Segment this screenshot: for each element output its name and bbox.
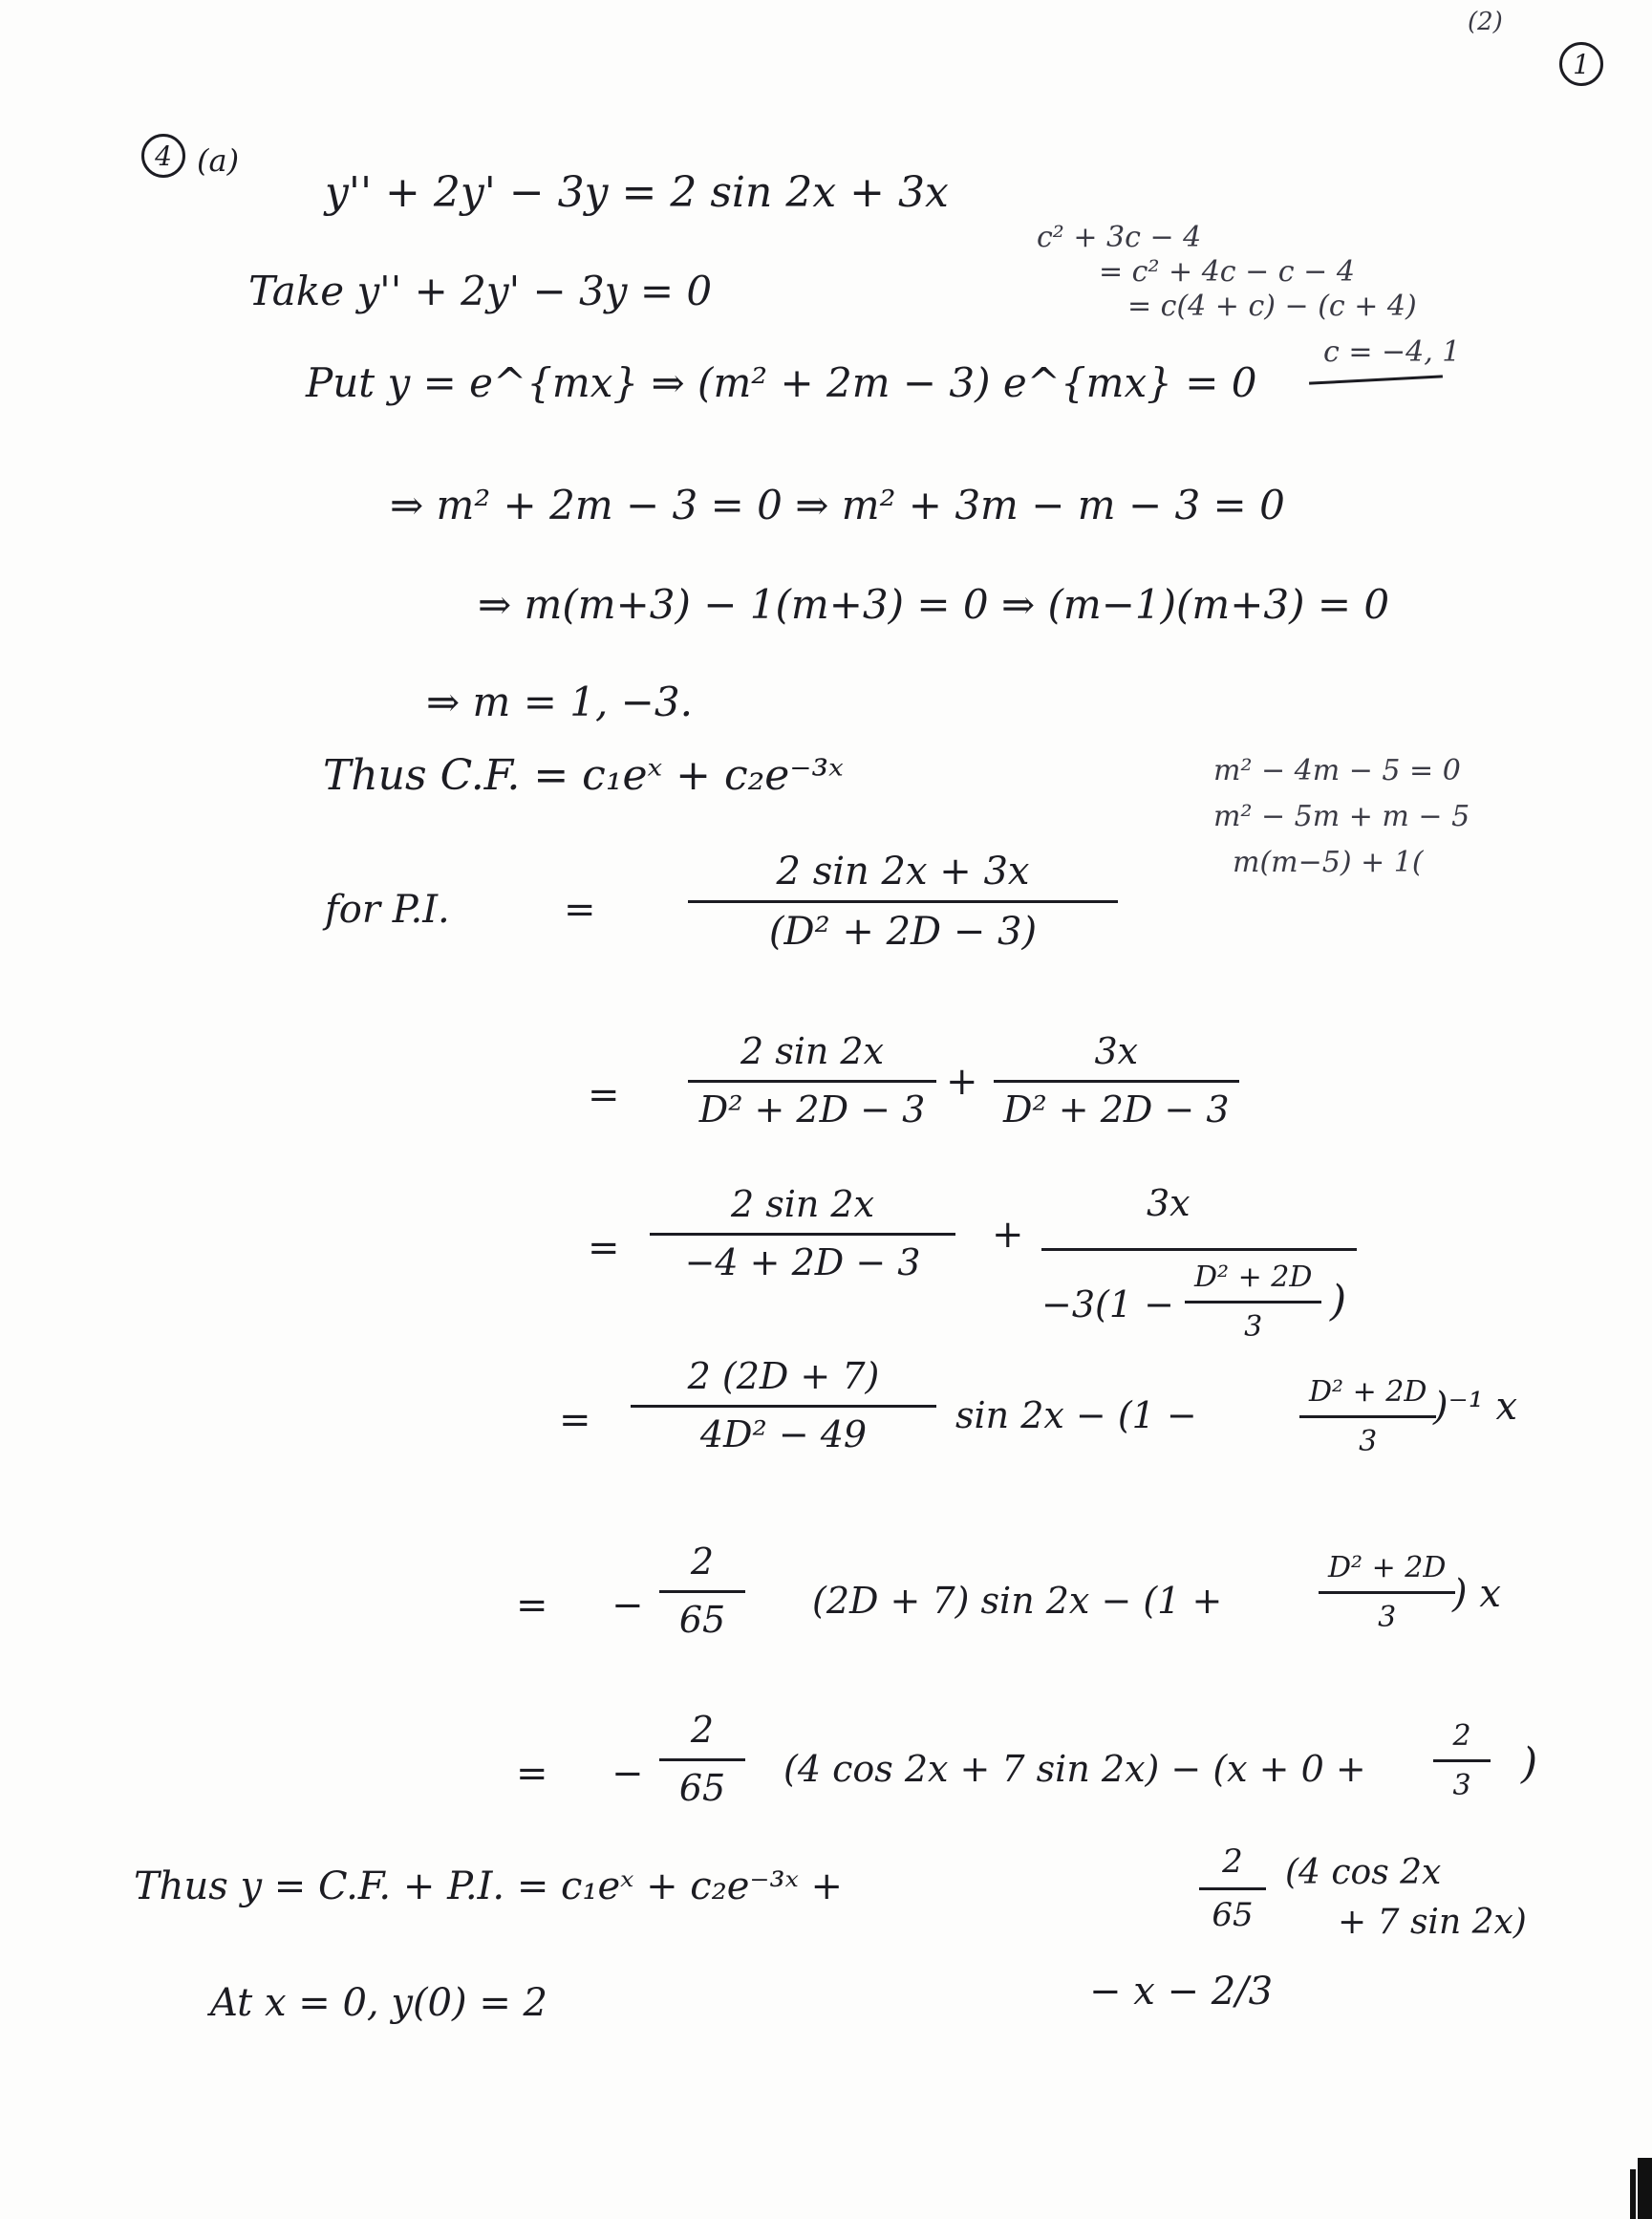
side-note-underline <box>1309 375 1443 384</box>
question-part: (a) <box>197 142 240 179</box>
evaluate-inner-denominator: 3 <box>1452 1769 1471 1802</box>
general-solution-numerator: 2 <box>1222 1842 1243 1881</box>
pi-fraction <box>688 851 1118 953</box>
factored-equation: ⇒ m(m+3) − 1(m+3) = 0 ⇒ (m−1)(m+3) = 0 <box>478 581 1390 628</box>
side-note-line-3: = c(4 + c) − (c + 4) <box>1127 290 1417 323</box>
roots: ⇒ m = 1, −3. <box>426 679 693 725</box>
rationalize-inner-numerator: D² + 2D <box>1309 1375 1427 1409</box>
substitute-f1-denominator: −4 + 2D − 3 <box>684 1240 921 1283</box>
expand-denominator: 65 <box>678 1598 726 1641</box>
pi-equals: = <box>564 888 596 932</box>
side-note-line-4: c = −4, 1 <box>1323 335 1461 369</box>
evaluate-inner-numerator: 2 <box>1452 1719 1471 1753</box>
substitute-inner-numerator: D² + 2D <box>1194 1260 1313 1294</box>
substitute-fraction-1 <box>650 1185 955 1283</box>
expand-sign: − <box>611 1583 644 1627</box>
page-mark: (2) <box>1468 8 1503 36</box>
characteristic-equation: ⇒ m² + 2m − 3 = 0 ⇒ m² + 3m − m − 3 = 0 <box>390 482 1285 528</box>
split-equals: = <box>588 1073 620 1117</box>
general-solution-fraction <box>1199 1844 1266 1934</box>
substitute-f2-denominator-end: ) <box>1330 1277 1347 1325</box>
evaluate-sign: − <box>611 1752 644 1796</box>
evaluate-middle: (4 cos 2x + 7 sin 2x) − (x + 0 + <box>783 1748 1366 1790</box>
split-f2-denominator: D² + 2D − 3 <box>1003 1088 1230 1131</box>
split-plus: + <box>946 1060 978 1104</box>
evaluate-numerator: 2 <box>690 1709 715 1751</box>
rationalize-inner-denominator: 3 <box>1359 1425 1378 1458</box>
split-fraction-1 <box>688 1032 936 1131</box>
scan-edge-artifact-2 <box>1638 2158 1652 2219</box>
general-solution-lead: Thus y = C.F. + P.I. = c₁eˣ + c₂e⁻³ˣ + <box>134 1864 843 1908</box>
rationalize-middle: sin 2x − (1 − <box>955 1394 1197 1436</box>
pi-denominator: (D² + 2D − 3) <box>768 910 1038 954</box>
rationalize-fraction <box>631 1357 936 1455</box>
general-solution-paren-2: + 7 sin 2x) <box>1338 1903 1527 1942</box>
substitute-f1-numerator: 2 sin 2x <box>730 1183 875 1225</box>
evaluate-inner-fraction <box>1433 1720 1491 1801</box>
expand-inner-numerator: D² + 2D <box>1328 1551 1447 1584</box>
split-f1-denominator: D² + 2D − 3 <box>698 1088 926 1131</box>
expand-fraction <box>659 1542 745 1641</box>
given-equation: y'' + 2y' − 3y = 2 sin 2x + 3x <box>325 168 949 217</box>
rationalize-denominator: 4D² − 49 <box>699 1412 868 1455</box>
substitute-f2-bar <box>1041 1248 1357 1251</box>
evaluate-equals: = <box>516 1752 548 1796</box>
homogeneous-equation: Take y'' + 2y' − 3y = 0 <box>248 268 713 314</box>
substitute-inner-fraction <box>1185 1261 1321 1343</box>
expand-equals: = <box>516 1583 548 1627</box>
trial-solution: Put y = e^{mx} ⇒ (m² + 2m − 3) e^{mx} = 0 <box>306 359 1257 406</box>
split-f1-numerator: 2 sin 2x <box>740 1030 885 1072</box>
substitute-equals: = <box>588 1226 620 1270</box>
rationalize-numerator: 2 (2D + 7) <box>687 1355 880 1397</box>
general-solution-paren-1: (4 cos 2x <box>1285 1853 1442 1892</box>
expand-numerator: 2 <box>690 1540 715 1583</box>
general-solution-denominator: 65 <box>1212 1896 1254 1935</box>
side-note2-line-3: m(m−5) + 1( <box>1233 846 1424 879</box>
expand-inner-denominator: 3 <box>1378 1601 1397 1634</box>
expand-middle: (2D + 7) sin 2x − (1 + <box>812 1580 1223 1622</box>
side-note-line-1: c² + 3c − 4 <box>1037 221 1202 254</box>
substitute-plus: + <box>992 1213 1024 1257</box>
initial-condition: At x = 0, y(0) = 2 <box>210 1981 548 2025</box>
pi-label: for P.I. <box>325 888 450 932</box>
circled-page-number: 1 <box>1559 42 1603 86</box>
evaluate-tail: ) <box>1521 1739 1538 1788</box>
scan-edge-artifact <box>1630 2169 1636 2219</box>
side-note2-line-1: m² − 4m − 5 = 0 <box>1213 754 1461 787</box>
expand-tail: ) x <box>1452 1572 1501 1616</box>
rationalize-inner-fraction <box>1299 1376 1436 1457</box>
general-solution-tail: − x − 2/3 <box>1089 1970 1274 2014</box>
rationalize-tail: )⁻¹ x <box>1433 1385 1518 1429</box>
question-number: 4 <box>141 134 185 178</box>
substitute-f2-denominator-start: −3(1 − <box>1041 1283 1174 1325</box>
side-note-line-2: = c² + 4c − c − 4 <box>1099 255 1355 289</box>
evaluate-denominator: 65 <box>678 1766 726 1809</box>
substitute-inner-denominator: 3 <box>1244 1310 1263 1344</box>
complementary-function: Thus C.F. = c₁eˣ + c₂e⁻³ˣ <box>323 751 844 800</box>
substitute-f2-numerator: 3x <box>1147 1182 1191 1224</box>
rationalize-equals: = <box>559 1398 591 1442</box>
evaluate-fraction <box>659 1711 745 1809</box>
side-note2-line-2: m² − 5m + m − 5 <box>1213 800 1470 833</box>
pi-numerator: 2 sin 2x + 3x <box>776 850 1030 894</box>
split-f2-numerator: 3x <box>1094 1030 1139 1072</box>
split-fraction-2 <box>994 1032 1239 1131</box>
expand-inner-fraction <box>1319 1552 1455 1633</box>
